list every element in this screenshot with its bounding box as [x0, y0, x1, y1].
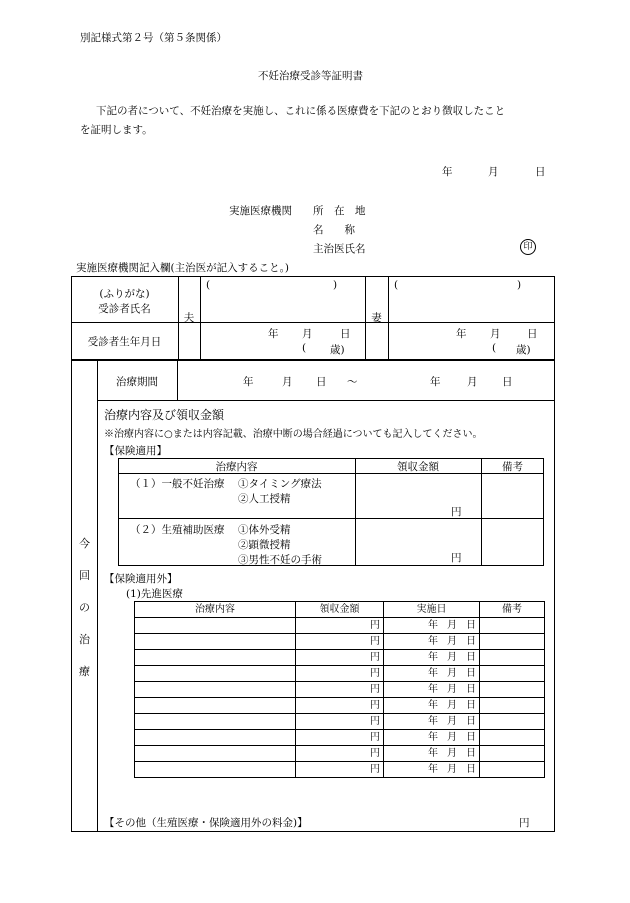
doctor-name-label: 主治医氏名	[313, 243, 366, 255]
date-year-label: 年	[442, 166, 453, 178]
institution-name-label: 名 称	[313, 224, 355, 236]
adv-notes-cell[interactable]	[480, 698, 545, 714]
adv-notes-cell[interactable]	[480, 650, 545, 666]
table-row	[135, 618, 545, 634]
period-end-year: 年	[430, 376, 441, 388]
period-end-day: 日	[502, 376, 513, 388]
intro-text-line2: を証明します。	[80, 124, 153, 136]
table-row	[135, 634, 545, 650]
adv-content-cell[interactable]	[135, 634, 296, 650]
adv-notes-cell[interactable]	[480, 666, 545, 682]
address-label: 所 在 地	[313, 205, 366, 217]
insured-col-notes: 備考	[502, 461, 523, 473]
wife-label: 妻	[371, 312, 382, 324]
adv-notes-cell[interactable]	[480, 746, 545, 762]
adv-col-content: 治療内容	[135, 602, 296, 618]
adv-date-cell[interactable]: 年 月 日	[384, 762, 480, 778]
adv-date-cell[interactable]: 年 月 日	[384, 746, 480, 762]
wife-furigana-open: (	[394, 279, 399, 291]
group2-item-1[interactable]: ①体外受精	[238, 524, 291, 536]
adv-notes-cell[interactable]	[480, 714, 545, 730]
table-row	[135, 746, 545, 762]
insured-heading: 【保険適用】	[104, 445, 167, 457]
table-row	[135, 650, 545, 666]
form-reference: 別記様式第２号（第５条関係）	[80, 32, 227, 44]
group1-yen: 円	[451, 506, 462, 518]
adv-amount-cell[interactable]: 円	[296, 730, 384, 746]
adv-col-date: 実施日	[384, 602, 480, 618]
group1-item-1[interactable]: ①タイミング療法	[238, 478, 322, 490]
husband-age: 歳)	[330, 344, 345, 356]
group2-item-3[interactable]: ③男性不妊の手術	[238, 554, 322, 566]
adv-amount-cell[interactable]: 円	[296, 618, 384, 634]
group2-title: （２）生殖補助医療	[130, 524, 225, 536]
adv-col-notes: 備考	[480, 602, 545, 618]
date-month-label: 月	[488, 166, 499, 178]
table-row	[135, 682, 545, 698]
wife-birth-year: 年	[456, 328, 467, 340]
uninsured-subheading: (1)先進医療	[126, 588, 183, 600]
page-title: 不妊治療受診等証明書	[258, 70, 363, 82]
patient-name-label: 受診者氏名	[98, 303, 151, 315]
adv-amount-cell[interactable]: 円	[296, 698, 384, 714]
adv-notes-cell[interactable]	[480, 730, 545, 746]
adv-content-cell[interactable]	[135, 618, 296, 634]
husband-furigana-close: )	[333, 279, 338, 291]
table-row	[135, 730, 545, 746]
husband-birth-day: 日	[340, 328, 351, 340]
table-caption: 実施医療機関記入欄(主治医が記入すること。)	[76, 262, 289, 274]
wife-birth-day: 日	[527, 328, 538, 340]
period-label: 治療期間	[116, 376, 158, 388]
vertical-label: 今 回 の 治 療	[79, 537, 90, 678]
wife-birth-month: 月	[490, 328, 501, 340]
husband-label: 夫	[183, 312, 195, 324]
adv-date-cell[interactable]: 年 月 日	[384, 698, 480, 714]
adv-date-cell[interactable]: 年 月 日	[384, 634, 480, 650]
seal-mark: 印	[520, 239, 536, 255]
wife-name-field[interactable]	[389, 277, 554, 321]
adv-notes-cell[interactable]	[480, 618, 545, 634]
adv-notes-cell[interactable]	[480, 762, 545, 778]
husband-furigana-open: (	[206, 279, 211, 291]
husband-birth-month: 月	[302, 328, 313, 340]
adv-amount-cell[interactable]: 円	[296, 666, 384, 682]
adv-content-cell[interactable]	[135, 714, 296, 730]
insured-col-content: 治療内容	[215, 461, 258, 473]
date-day-label: 日	[535, 166, 546, 178]
table-row	[135, 698, 545, 714]
husband-name-field[interactable]	[201, 277, 364, 321]
content-note: ※治療内容に○または内容記載、治療中断の場合経過についても記入してください。	[104, 429, 483, 440]
adv-content-cell[interactable]	[135, 698, 296, 714]
other-fees-yen: 円	[519, 817, 530, 829]
wife-furigana-close: )	[517, 279, 522, 291]
period-end-month: 月	[467, 376, 478, 388]
adv-content-cell[interactable]	[135, 682, 296, 698]
adv-content-cell[interactable]	[135, 762, 296, 778]
institution-label: 実施医療機関	[229, 205, 292, 217]
insured-col-amount: 領収金額	[397, 461, 439, 473]
content-heading: 治療内容及び領収金額	[104, 408, 225, 422]
table-row	[135, 714, 545, 730]
period-start-month: 月	[282, 376, 293, 388]
period-tilde: ～	[347, 376, 358, 388]
group2-item-2[interactable]: ②顕微授精	[238, 539, 291, 551]
husband-age-open: (	[302, 342, 307, 354]
adv-content-cell[interactable]	[135, 650, 296, 666]
period-start-year: 年	[243, 376, 254, 388]
adv-amount-cell[interactable]: 円	[296, 650, 384, 666]
group1-title: （１）一般不妊治療	[130, 478, 225, 490]
birthdate-label: 受診者生年月日	[87, 336, 162, 348]
uninsured-heading: 【保険適用外】	[104, 573, 178, 585]
adv-content-cell[interactable]	[135, 666, 296, 682]
adv-amount-cell[interactable]: 円	[296, 714, 384, 730]
adv-date-cell[interactable]: 年 月 日	[384, 618, 480, 634]
period-start-day: 日	[316, 376, 327, 388]
wife-age: 歳)	[516, 344, 531, 356]
adv-col-amount: 領収金額	[296, 602, 384, 618]
group2-yen: 円	[451, 552, 462, 564]
adv-amount-cell[interactable]: 円	[296, 762, 384, 778]
husband-birth-year: 年	[268, 328, 279, 340]
wife-age-open: (	[492, 342, 497, 354]
adv-date-cell[interactable]: 年 月 日	[384, 730, 480, 746]
table-row	[135, 666, 545, 682]
adv-amount-cell[interactable]: 円	[296, 746, 384, 762]
table-row	[135, 762, 545, 778]
other-fees-label: 【その他（生殖医療・保険適用外の料金)】	[104, 817, 308, 829]
adv-notes-cell[interactable]	[480, 682, 545, 698]
adv-date-cell[interactable]: 年 月 日	[384, 650, 480, 666]
adv-content-cell[interactable]	[135, 730, 296, 746]
adv-date-cell[interactable]: 年 月 日	[384, 682, 480, 698]
adv-date-cell[interactable]: 年 月 日	[384, 714, 480, 730]
adv-date-cell[interactable]: 年 月 日	[384, 666, 480, 682]
furigana-label: (ふりがな)	[99, 288, 150, 300]
advanced-care-table	[134, 601, 545, 778]
intro-text-line1: 下記の者について、不妊治療を実施し、これに係る医療費を下記のとおり徴収したこと	[96, 105, 506, 117]
group1-item-2[interactable]: ②人工授精	[238, 493, 291, 505]
adv-amount-cell[interactable]: 円	[296, 682, 384, 698]
adv-amount-cell[interactable]: 円	[296, 634, 384, 650]
adv-notes-cell[interactable]	[480, 634, 545, 650]
adv-content-cell[interactable]	[135, 746, 296, 762]
